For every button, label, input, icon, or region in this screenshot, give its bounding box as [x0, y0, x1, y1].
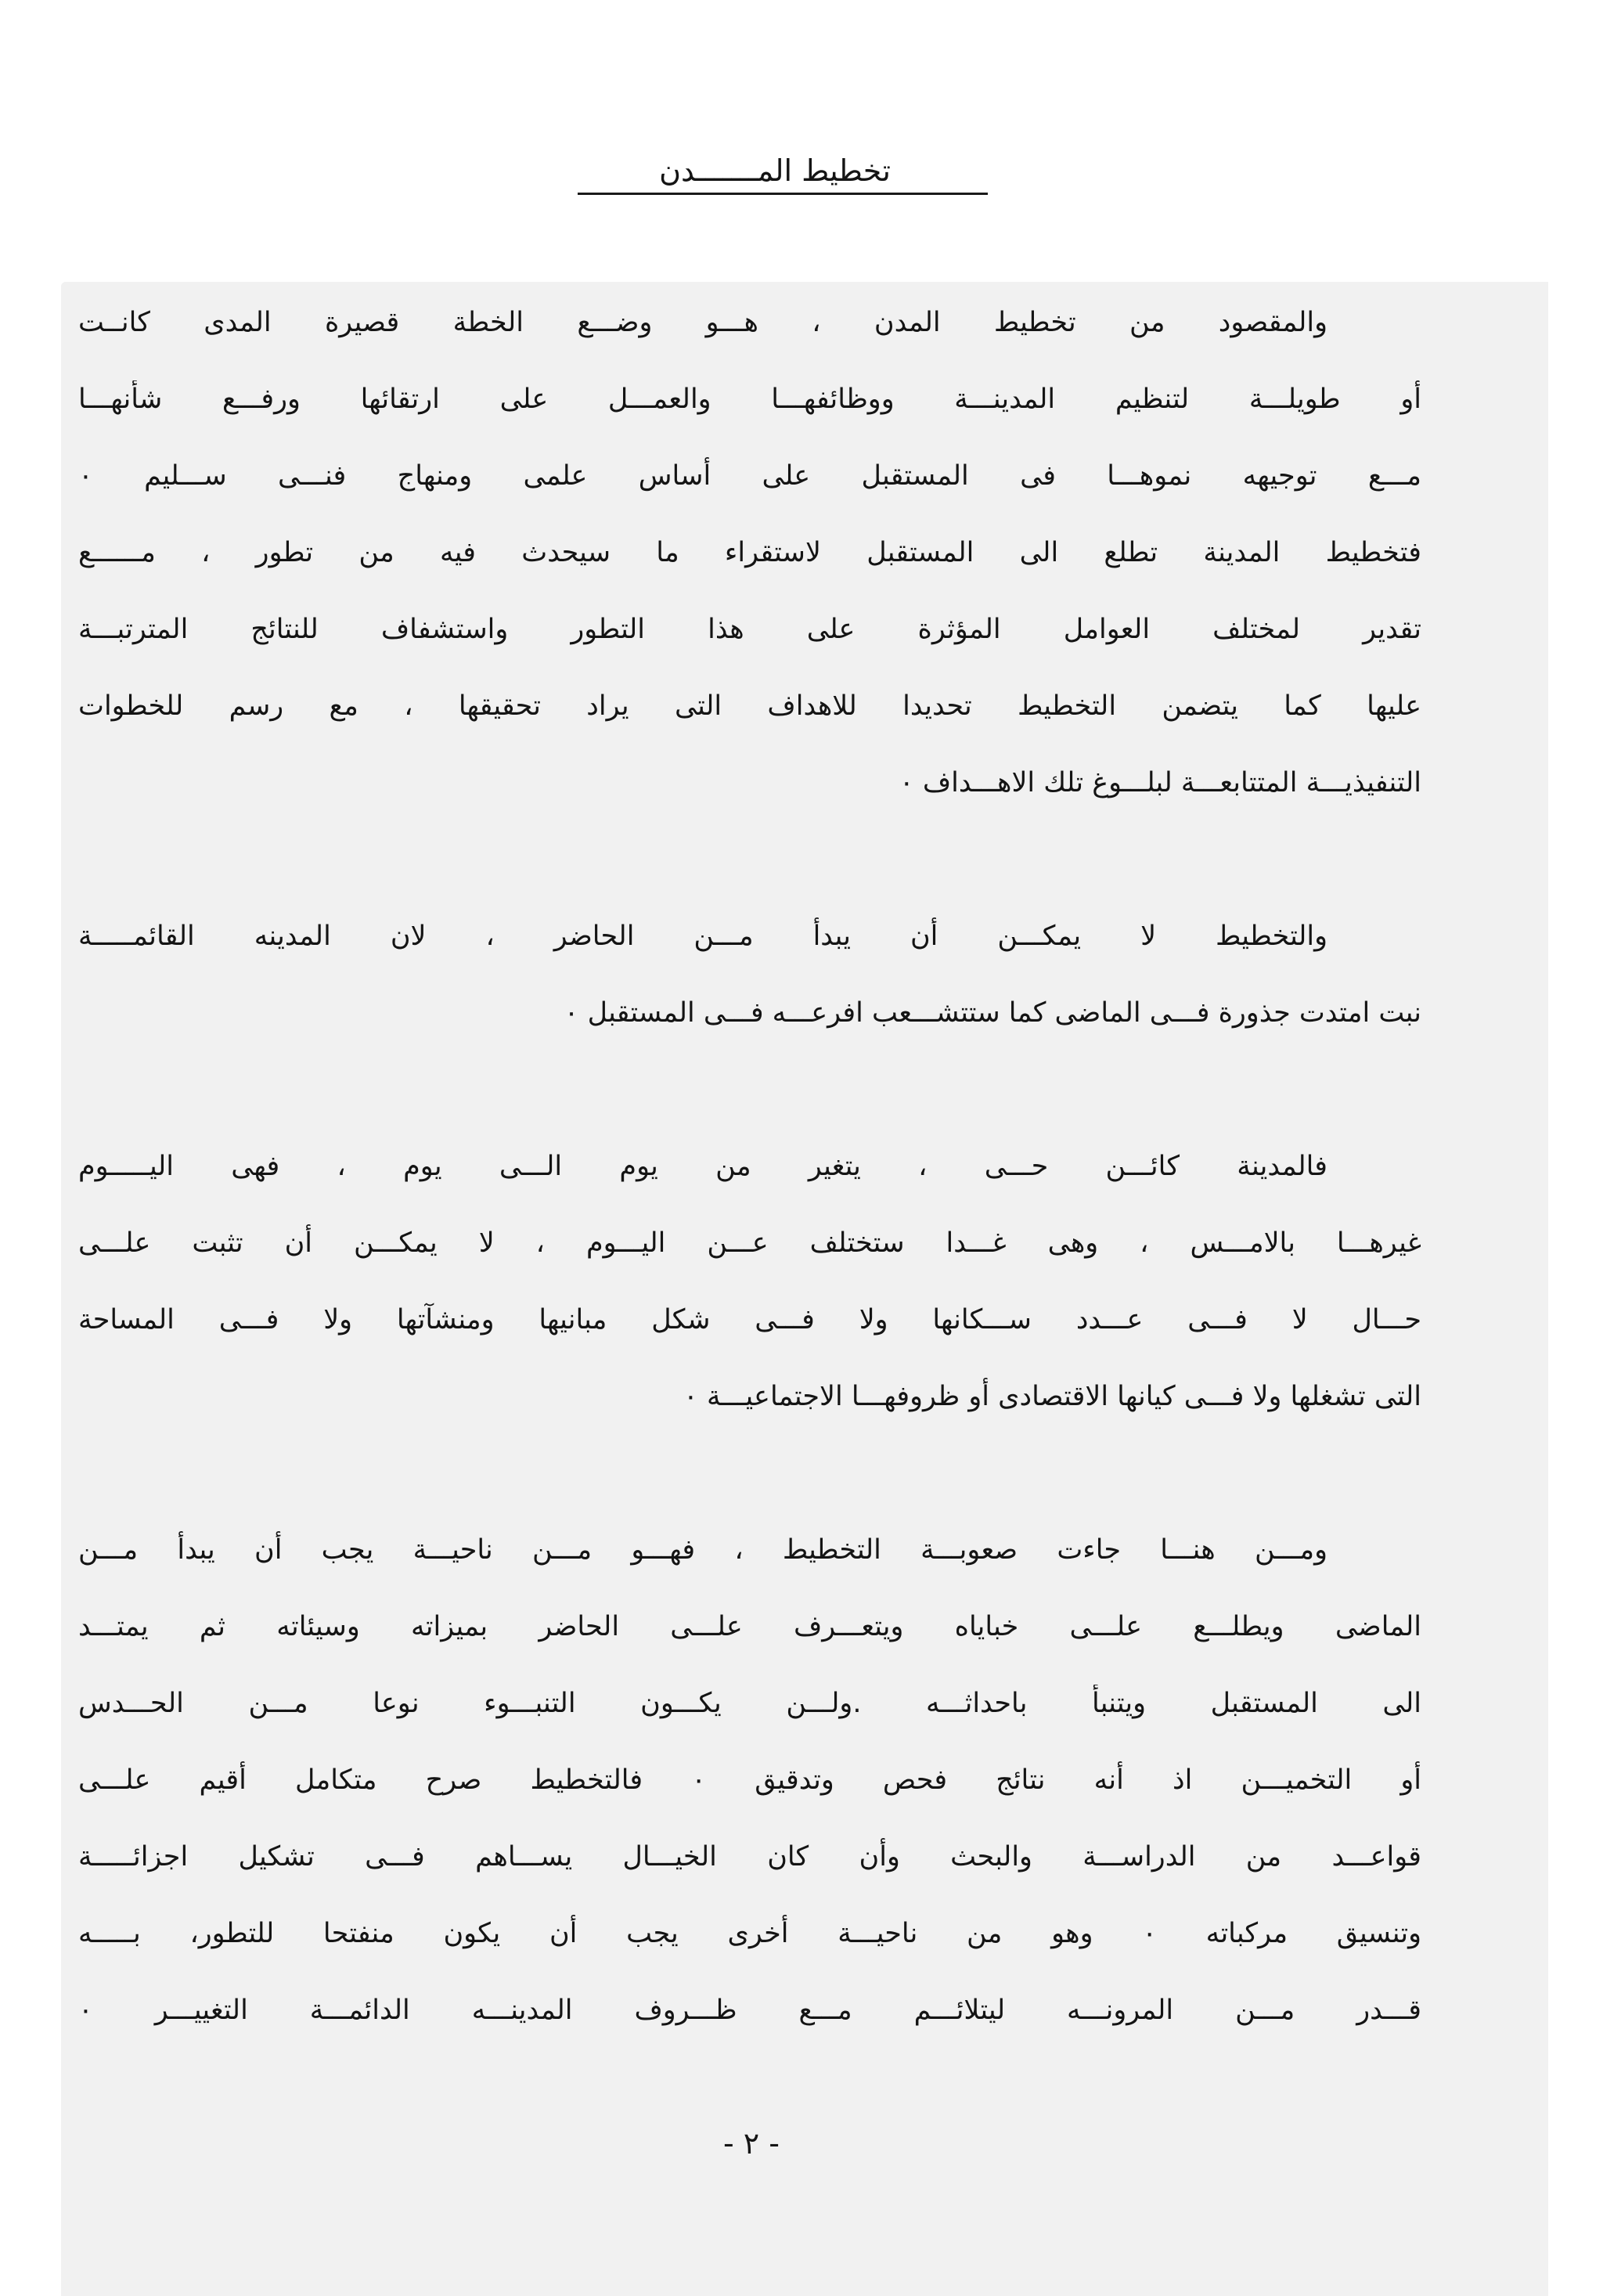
paragraph-4-line-7: قـــدر مـــن المرونـــه ليتلائـــم مـــع ظـــروف المدينـــه الدائمـــة التغييـــر ٠ — [78, 1995, 1421, 2026]
paragraph-gap — [78, 1071, 1421, 1148]
paragraph-1-line-1: والمقصود من تخطيط المدن ، هـــو وضـــع الخطة قصيرة المدى كانــت — [78, 307, 1327, 338]
paragraph-gap — [78, 1454, 1421, 1531]
paragraph-2-line-2: نبت امتدت جذورة فـــى الماضى كما ستتشـــعب افرعـــه فـــى المستقبل ٠ — [564, 997, 1421, 1029]
page-title: تخطيط المـــــــدن — [659, 153, 891, 188]
paragraph-1-line-7: التنفيذيـــة المتتابعـــة لبلـــوغ تلك الاهـــداف ٠ — [899, 767, 1421, 798]
paragraph-1-line-5: تقدير لمختلف العوامل المؤثرة على هذا التطور واستشفاف للنتائج المترتبـــة — [78, 614, 1421, 645]
paragraph-4-line-1: ومـــن هنـــا جاءت صعوبـــة التخطيط ، فهـــو مـــن ناحيـــة يجب أن يبدأ مـــن — [78, 1534, 1327, 1566]
paragraph-4-line-6: وتنسيق مركباته ٠ وهو من ناحيـــة أخرى يجب أن يكون منفتحا للتطور، بـــــه — [78, 1918, 1421, 1949]
paragraph-3-line-3: حـــال لا فـــى عـــدد ســـكانها ولا فـــى شكل مبانيها ومنشآتها ولا فـــى المساحة — [78, 1304, 1421, 1335]
paragraph-1-line-2: أو طويلـــة لتنظيم المدينـــة ووظائفهـــا والعمـــل على ارتقائها ورفـــع شأنهـــا — [78, 384, 1421, 415]
paragraph-2-line-1: والتخطيط لا يمكـــن أن يبدأ مـــن الحاضر ، لان المدينه القائمـــــة — [78, 921, 1327, 952]
paragraph-gap — [78, 841, 1421, 917]
paragraph-3-line-2: غيرهـــا بالامـــس ، وهى غـــدا ستختلف عـــن اليـــوم ، لا يمكـــن أن تثبت علـــى — [78, 1227, 1421, 1259]
paragraph-4-line-4: أو التخميـــن اذ أنه نتائج فحص وتدقيق ٠ فالتخطيط صرح متكامل أقيم علـــى — [78, 1764, 1421, 1796]
paragraph-4-line-2: الماضى ويطلـــع علـــى خباياه ويتعـــرف علـــى الحاضر بميزاته وسيئاته ثم يمتـــد — [78, 1611, 1421, 1642]
page-number: - ٢ - — [722, 2126, 780, 2161]
paragraph-1-line-6: عليها كما يتضمن التخطيط تحديدا للاهداف التى يراد تحقيقها ، مع رسم للخطوات — [78, 690, 1421, 722]
paragraph-1-line-3: مـــع توجيهه نموهـــا فى المستقبل على أساس علمى ومنهاج فنـــى ســـليم ٠ — [78, 460, 1421, 492]
paragraph-3-line-4: التى تشغلها ولا فـــى كيانها الاقتصادى أو ظروفهـــا الاجتماعيـــة ٠ — [683, 1381, 1421, 1412]
paragraph-4-line-5: قواعـــد من الدراســـة والبحث وأن كان الخيـــال يســـاهم فـــى تشكيل اجزائـــــة — [78, 1841, 1421, 1872]
body-text — [78, 304, 1421, 2068]
paragraph-4-line-3: الى المستقبل ويتنبأ باحداثـــه .ولـــن يكـــون التنبـــوء نوعا مـــن الحـــدس — [78, 1688, 1421, 1719]
paragraph-1-line-4: فتخطيط المدينة تطلع الى المستقبل لاستقراء ما سيحدث فيه من تطور ، مــــــع — [78, 537, 1421, 568]
paragraph-3-line-1: فالمدينة كائـــن حـــى ، يتغير من يوم الـــى يوم ، فهى اليـــــوم — [78, 1151, 1327, 1182]
title-underline — [578, 193, 988, 195]
